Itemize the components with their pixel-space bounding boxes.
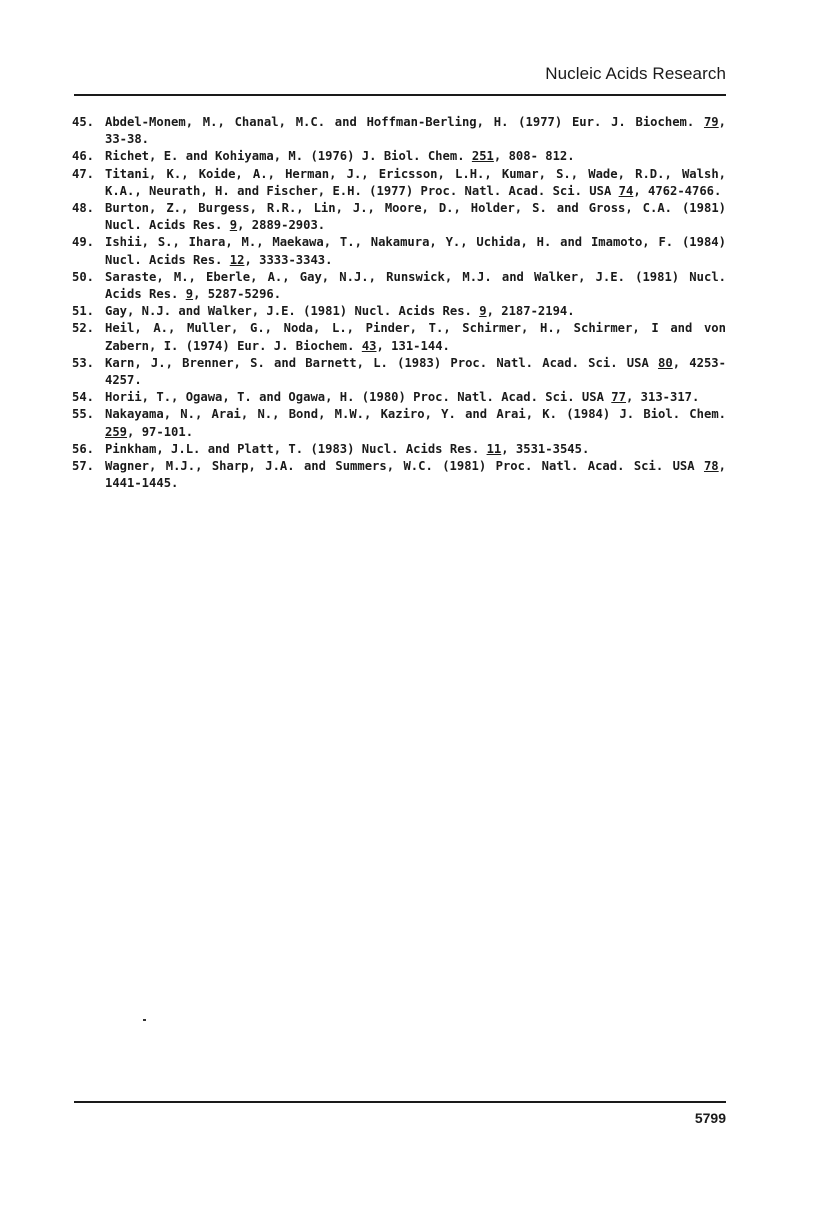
reference-volume: 9 [479,304,487,319]
reference-pages: , 2889-2903. [237,218,326,233]
reference-item [74,441,726,458]
reference-text: Gay, N.J. and Walker, J.E. (1981) Nucl. Acids Res. [105,304,480,319]
page-number: 5799 [694,1110,726,1126]
reference-pages: , 33-38. [105,115,726,147]
reference-number: 57. [72,459,95,474]
reference-pages: , 313-317. [625,390,700,405]
reference-number: 49. [72,235,95,250]
scan-speck [143,1019,146,1021]
reference-item [74,406,726,440]
reference-volume: 78 [703,459,719,474]
reference-volume: 80 [658,355,673,370]
reference-pages: , 4762-4766. [633,183,722,198]
reference-number: 54. [72,390,95,405]
reference-pages: , 131-144. [376,338,450,353]
reference-item [74,234,726,268]
reference-text: Pinkham, J.L. and Platt, T. (1983) Nucl. Acids Res. [105,441,487,456]
reference-pages: , 4253-4257. [105,355,726,388]
reference-pages: , 5287-5296. [193,287,282,302]
reference-volume: 43 [361,338,377,353]
reference-text: Richet, E. and Kohiyama, M. (1976) J. Biol. Chem. [105,149,472,164]
reference-number: 55. [72,407,95,422]
reference-number: 53. [72,355,95,370]
reference-volume: 9 [185,287,194,302]
reference-item [74,114,726,148]
footer-rule [74,1101,726,1103]
reference-item [74,303,726,320]
reference-number: 52. [72,321,95,336]
reference-text: Titani, K., Koide, A., Herman, J., Ericsson, L.H., Kumar, S., Wade, R.D., Walsh, K.A., Neurath, H. and Fischer, E.H. (1977) Proc. Natl. Acad. Sci. USA [105,166,726,198]
reference-volume: 79 [703,115,719,129]
reference-volume: 9 [229,218,238,233]
reference-volume: 259 [105,424,128,439]
reference-text: Saraste, M., Eberle, A., Gay, N.J., Runswick, M.J. and Walker, J.E. (1981) Nucl. Acids Res. [105,269,726,302]
reference-number: 51. [72,304,95,319]
reference-volume: 251 [471,149,494,164]
reference-volume: 12 [229,252,245,267]
reference-pages: , 3333-3343. [244,252,333,267]
reference-text: Heil, A., Muller, G., Noda, L., Pinder, T., Schirmer, H., Schirmer, I and von Zabern, I. (1974) Eur. J. Biochem. [105,321,726,353]
reference-number: 47. [72,166,95,181]
reference-text: Horii, T., Ogawa, T. and Ogawa, H. (1980) Proc. Natl. Acad. Sci. USA [105,390,612,405]
reference-item [74,458,726,492]
reference-number: 46. [72,149,95,164]
reference-volume: 74 [618,183,634,198]
reference-volume: 77 [611,390,626,405]
reference-number: 48. [72,201,95,216]
header-rule [74,94,726,96]
reference-pages: , 97-101. [127,424,194,439]
reference-item [74,389,726,406]
reference-number: 50. [72,269,95,284]
reference-pages: , 3531-3545. [501,441,590,456]
reference-item [74,355,726,389]
reference-text: Burton, Z., Burgess, R.R., Lin, J., Moore, D., Holder, S. and Gross, C.A. (1981) Nucl. Acids Res. [105,201,726,233]
reference-text: Abdel-Monem, M., Chanal, M.C. and Hoffman-Berling, H. (1977) Eur. J. Biochem. [105,115,704,129]
reference-list [74,114,726,492]
journal-title: Nucleic Acids Research [545,64,726,83]
reference-volume: 11 [486,441,502,456]
reference-item [74,269,726,303]
reference-number: 45. [72,115,95,129]
reference-number: 56. [72,441,95,456]
reference-item [74,166,726,200]
reference-pages: , 808- 812. [493,149,575,164]
reference-item [74,200,726,234]
reference-pages: , 2187-2194. [486,304,575,319]
reference-text: Ishii, S., Ihara, M., Maekawa, T., Nakamura, Y., Uchida, H. and Imamoto, F. (1984) Nucl. Acids Res. [105,235,726,267]
reference-item [74,320,726,354]
reference-item [74,148,726,165]
reference-text: Nakayama, N., Arai, N., Bond, M.W., Kaziro, Y. and Arai, K. (1984) J. Biol. Chem. [105,407,726,422]
reference-text: Karn, J., Brenner, S. and Barnett, L. (1983) Proc. Natl. Acad. Sci. USA [105,355,659,370]
reference-pages: , 1441-1445. [105,459,726,491]
reference-text: Wagner, M.J., Sharp, J.A. and Summers, W.C. (1981) Proc. Natl. Acad. Sci. USA [105,459,704,474]
